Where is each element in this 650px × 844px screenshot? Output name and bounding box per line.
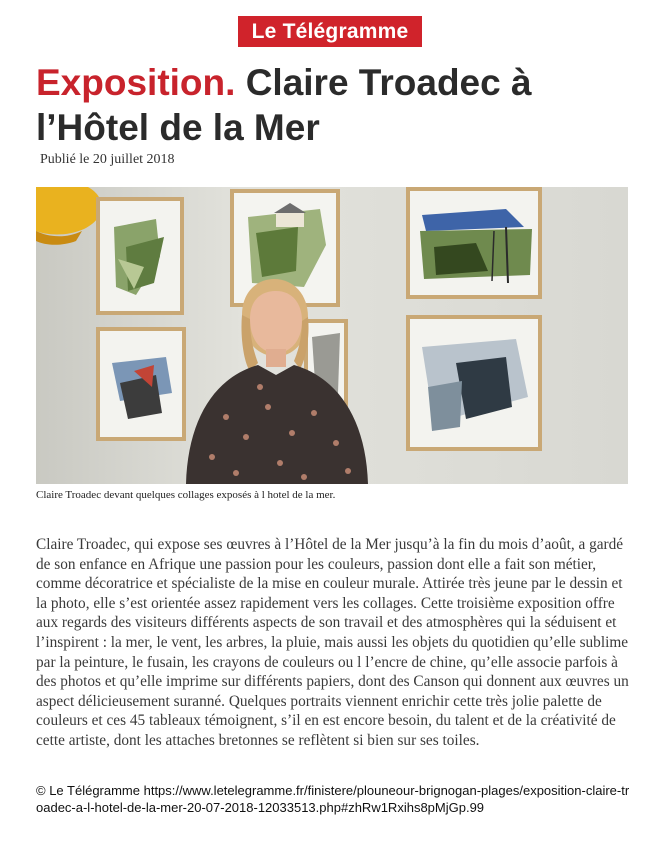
- article-headline: [36, 60, 636, 150]
- source-footer[interactable]: © Le Télégramme https://www.letelegramme.fr/finistere/plouneour-brignogan-plages/exposition-claire-troadec-a-l-hotel-de-la-mer-20-07-2018-12033513.php#zhRw1Rxihs8pMjGp.99: [36, 783, 630, 815]
- newspaper-logo[interactable]: [238, 16, 422, 47]
- photo-illustration: [36, 187, 628, 484]
- publication-date: Publié le 20 juillet 2018: [40, 152, 175, 167]
- article-body: Claire Troadec, qui expose ses œuvres à l’Hôtel de la Mer jusqu’à la fin du mois d’août, a gardé de son enfance en Afrique une passion pour les couleurs, passion dont elle a fait son métier, comme décoratrice et spécialiste de la mise en couleur murale. Attirée très jeune par le dessin et la photo, elle s’est orientée assez rapidement vers les collages. Cette troisième exposition offre aux regards des visiteurs différents aspects de son travail et des atmosphères qui la séduisent et l’inspirent : la mer, le vent, les arbres, la pluie, mais aussi les objets du quotidien qu’elle sublime par la peinture, le fusain, les crayons de couleurs ou l l’encre de chine, qu’elle associe parfois à des photos et qu’elle imprime sur différents papiers, dont des Canson qui donnent aux œuvres un aspect délicieusement suranné. Quelques portraits viennent enrichir cette très jolie palette de couleurs et ces 45 tableaux témoignent, s’il en est encore besoin, du talent et de la créativité de cette artiste, dont les attaches bretonnes se reflètent si bien sur ses toiles.: [36, 536, 629, 749]
- article-photo: [36, 187, 628, 484]
- headline-title: Claire Troadec à l’Hôtel de la Mer: [36, 62, 532, 148]
- headline-kicker: Exposition.: [36, 62, 236, 103]
- logo-text: Le Télégramme: [251, 19, 409, 43]
- photo-caption: Claire Troadec devant quelques collages exposés à l hotel de la mer.: [36, 489, 336, 501]
